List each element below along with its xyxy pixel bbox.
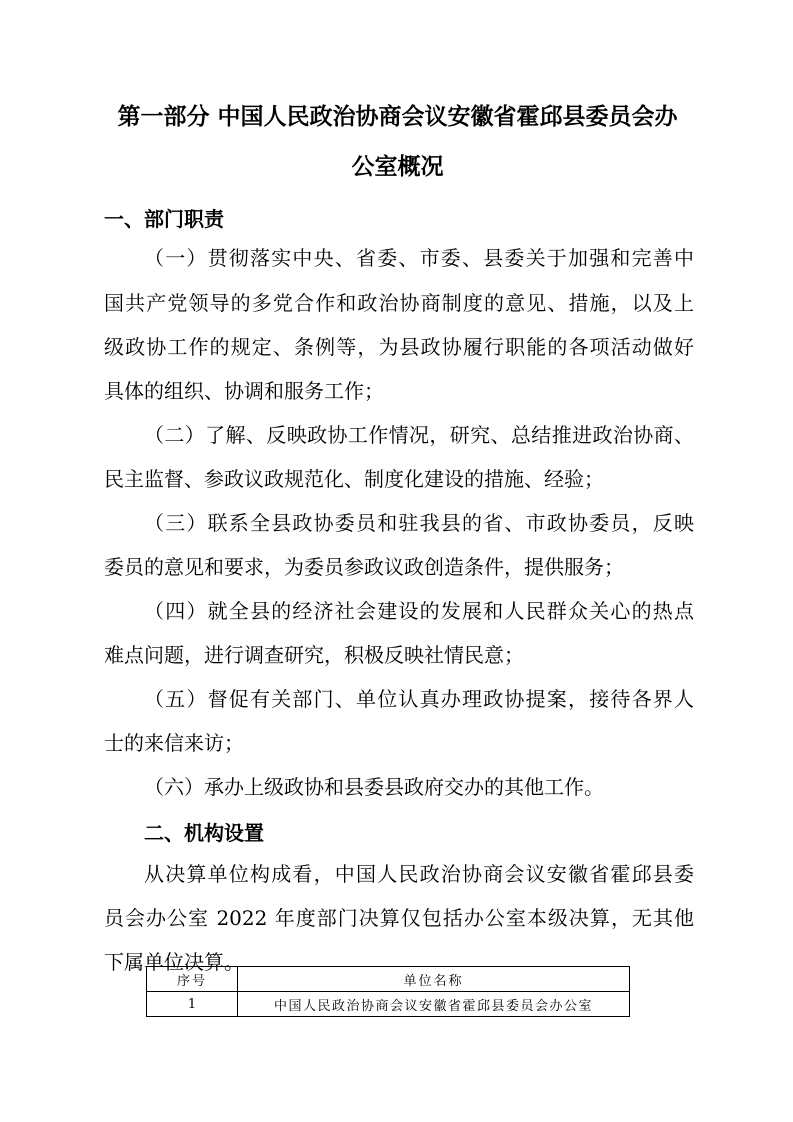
paragraph-line: 士的来信来访；	[104, 731, 244, 755]
paragraph-line: （一）贯彻落实中央、省委、市委、县委关于加强和完善中	[144, 246, 694, 270]
table-header-unit-name: 单位名称	[238, 967, 630, 992]
paragraph-line: （三）联系全县政协委员和驻我县的省、市政协委员，反映	[144, 511, 694, 535]
table-header-index: 序号	[147, 967, 238, 992]
table-row	[147, 992, 630, 1017]
paragraph-line: 具体的组织、协调和服务工作；	[104, 379, 384, 403]
paragraph-line: （六）承办上级政协和县委县政府交办的其他工作。	[144, 775, 604, 799]
page-title-line-2: 公室概况	[351, 154, 444, 180]
paragraph-line: 国共产党领导的多党合作和政治协商制度的意见、措施，以及上	[104, 291, 694, 315]
table-header-row	[147, 967, 630, 992]
paragraph-line: 级政协工作的规定、条例等，为县政协履行职能的各项活动做好	[104, 335, 694, 359]
page-title-line-1: 第一部分 中国人民政治协商会议安徽省霍邱县委员会办	[117, 104, 678, 130]
paragraph-line: （五）督促有关部门、单位认真办理政协提案，接待各界人	[144, 687, 694, 711]
paragraph-line: 委员的意见和要求，为委员参政议政创造条件，提供服务；	[104, 555, 624, 579]
table-cell-unit-name: 中国人民政治协商会议安徽省霍邱县委员会办公室	[238, 992, 630, 1017]
paragraph-line: 员会办公室 2022 年度部门决算仅包括办公室本级决算，无其他	[104, 906, 694, 930]
paragraph-line: 民主监督、参政议政规范化、制度化建设的措施、经验；	[104, 467, 604, 491]
paragraph-line: （二）了解、反映政协工作情况，研究、总结推进政治协商、	[144, 423, 694, 447]
section-heading-structure: 二、机构设置	[144, 821, 264, 845]
paragraph-line: 下属单位决算。	[104, 950, 244, 974]
paragraph-line: 难点问题，进行调查研究，积极反映社情民意；	[104, 643, 524, 667]
table-cell-index: 1	[147, 992, 238, 1017]
paragraph-line: （四）就全县的经济社会建设的发展和人民群众关心的热点	[144, 599, 694, 623]
paragraph-line: 从决算单位构成看，中国人民政治协商会议安徽省霍邱县委	[144, 862, 694, 886]
section-heading-duties: 一、部门职责	[104, 207, 224, 231]
unit-table	[146, 966, 630, 1017]
